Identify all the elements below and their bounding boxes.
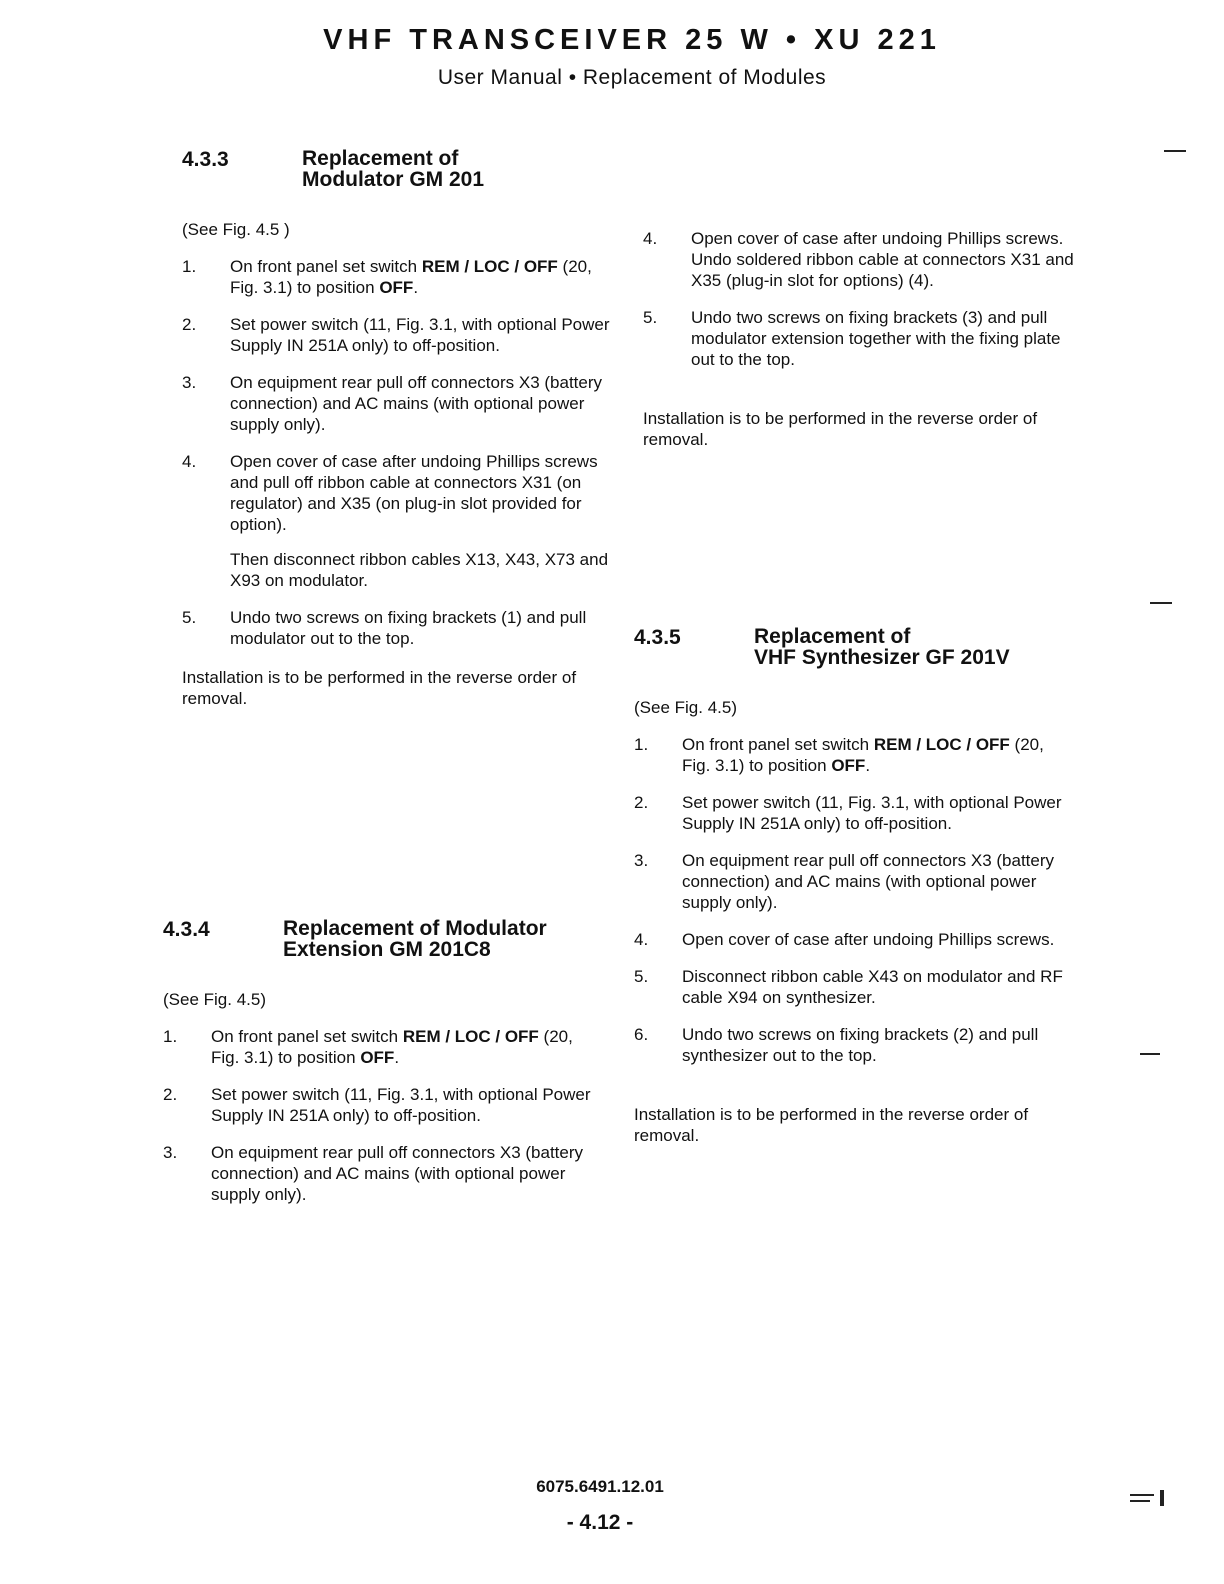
step-text: (20, Fig. 3.1) to position <box>230 257 592 297</box>
position-keyword: OFF <box>379 278 414 297</box>
step-number: 2. <box>182 315 197 334</box>
step-text: Undo two screws on fixing brackets (1) and pull modulator out to the top. <box>230 608 587 648</box>
section-title-line: Replacement of <box>302 147 459 170</box>
step-number: 2. <box>163 1085 178 1104</box>
section-heading <box>182 148 618 202</box>
step-number: 1. <box>634 735 649 754</box>
step-number: 5. <box>643 308 658 327</box>
step-number: 3. <box>163 1143 178 1162</box>
section-title <box>754 626 1010 668</box>
list-item <box>163 1026 599 1068</box>
step-list <box>163 1026 599 1205</box>
installation-note: Installation is to be performed in the reverse order of removal. <box>182 668 577 708</box>
step-number: 6. <box>634 1025 649 1044</box>
list-item <box>643 307 1079 370</box>
step-text: On front panel set switch <box>211 1027 403 1046</box>
step-text: Set power switch (11, Fig. 3.1, with optional Power Supply IN 251A only) to off-position. <box>211 1085 591 1125</box>
list-item <box>634 966 1070 1008</box>
section-title <box>283 918 547 960</box>
step-text: (20, Fig. 3.1) to position <box>682 735 1044 775</box>
list-item <box>634 734 1070 776</box>
margin-mark <box>1130 1494 1154 1496</box>
list-item <box>182 314 618 356</box>
step-text: Set power switch (11, Fig. 3.1, with optional Power Supply IN 251A only) to off-position. <box>682 793 1062 833</box>
section-number: 4.3.3 <box>182 148 229 171</box>
step-text: Undo two screws on fixing brackets (2) and pull synthesizer out to the top. <box>682 1025 1039 1065</box>
list-item <box>634 1024 1070 1066</box>
step-number: 5. <box>634 967 649 986</box>
step-list <box>634 734 1070 1066</box>
step-list <box>182 607 618 649</box>
step-text: On equipment rear pull off connectors X3 (battery connection) and AC mains (with optional power supply only). <box>682 851 1054 912</box>
step-text: . <box>413 278 419 297</box>
list-item <box>163 1142 599 1205</box>
section-heading <box>634 626 1070 680</box>
step-list <box>643 228 1079 370</box>
list-item <box>182 256 618 298</box>
step-number: 5. <box>182 608 197 627</box>
position-keyword: OFF <box>360 1048 395 1067</box>
position-keyword: OFF <box>831 756 866 775</box>
step-text: Open cover of case after undoing Phillips screws. Undo soldered ribbon cable at connectors X31 and X35 (plug-in slot for options) (4). <box>691 229 1074 290</box>
step-text: . <box>394 1048 400 1067</box>
document-subtitle: User Manual • Replacement of Modules <box>437 66 827 89</box>
section-title <box>302 148 484 190</box>
switch-keyword: REM / LOC / OFF <box>873 735 1010 754</box>
margin-mark <box>1164 150 1186 152</box>
margin-mark <box>1140 1053 1160 1055</box>
section-title-line: Replacement of <box>754 625 911 648</box>
section-4-3-4-continued <box>643 212 1079 450</box>
step-number: 1. <box>182 257 197 276</box>
list-item <box>182 451 618 535</box>
section-4-3-3 <box>182 148 618 709</box>
section-title-line: Extension GM 201C8 <box>283 938 491 961</box>
list-item <box>643 228 1079 291</box>
section-number: 4.3.4 <box>163 918 210 941</box>
switch-keyword: REM / LOC / OFF <box>402 1027 539 1046</box>
step-text: . <box>865 756 871 775</box>
installation-note: Installation is to be performed in the reverse order of removal. <box>634 1105 1029 1145</box>
document-number: 6075.6491.12.01 <box>536 1477 664 1496</box>
step-text: Open cover of case after undoing Phillips screws. <box>682 930 1055 949</box>
step-number: 4. <box>182 452 197 471</box>
list-item <box>182 607 618 649</box>
step-number: 3. <box>182 373 197 392</box>
list-item <box>182 372 618 435</box>
list-item <box>634 850 1070 913</box>
document-title: VHF TRANSCEIVER 25 W • XU 221 <box>323 24 941 56</box>
step-number: 4. <box>634 930 649 949</box>
step-text: On equipment rear pull off connectors X3 (battery connection) and AC mains (with optional power supply only). <box>230 373 602 434</box>
step-text: (20, Fig. 3.1) to position <box>211 1027 573 1067</box>
margin-mark <box>1160 1490 1164 1506</box>
list-item <box>634 792 1070 834</box>
step-number: 4. <box>643 229 658 248</box>
step-number: 2. <box>634 793 649 812</box>
section-title-line: VHF Synthesizer GF 201V <box>754 646 1010 669</box>
section-4-3-4 <box>163 918 599 1205</box>
section-heading <box>163 918 599 972</box>
installation-note: Installation is to be performed in the reverse order of removal. <box>643 409 1038 449</box>
step-text: Set power switch (11, Fig. 3.1, with optional Power Supply IN 251A only) to off-position. <box>230 315 610 355</box>
step-list <box>182 256 618 535</box>
section-title-line: Modulator GM 201 <box>302 168 485 191</box>
step-number: 1. <box>163 1027 178 1046</box>
step-text: Open cover of case after undoing Phillips screws and pull off ribbon cable at connectors X31 (on regulator) and X35 (on plug-in slot provided for option). <box>230 452 598 534</box>
step-number: 3. <box>634 851 649 870</box>
margin-mark <box>1130 1500 1150 1502</box>
list-item <box>634 929 1070 950</box>
figure-reference: (See Fig. 4.5 ) <box>182 220 290 239</box>
section-4-3-5 <box>634 626 1070 1146</box>
section-number: 4.3.5 <box>634 626 681 649</box>
step-text: Disconnect ribbon cable X43 on modulator and RF cable X94 on synthesizer. <box>682 967 1063 1007</box>
list-item <box>163 1084 599 1126</box>
figure-reference: (See Fig. 4.5) <box>163 990 266 1009</box>
step-note: Then disconnect ribbon cables X13, X43, X73 and X93 on modulator. <box>230 550 609 590</box>
step-text: Undo two screws on fixing brackets (3) and pull modulator extension together with the fixing plate out to the top. <box>691 308 1061 369</box>
step-text: On front panel set switch <box>230 257 422 276</box>
margin-mark <box>1150 602 1172 604</box>
page-number: - 4.12 - <box>566 1511 634 1534</box>
step-text: On front panel set switch <box>682 735 874 754</box>
section-title-line: Replacement of Modulator <box>283 917 547 940</box>
switch-keyword: REM / LOC / OFF <box>421 257 558 276</box>
step-text: On equipment rear pull off connectors X3 (battery connection) and AC mains (with optional power supply only). <box>211 1143 583 1204</box>
figure-reference: (See Fig. 4.5) <box>634 698 737 717</box>
